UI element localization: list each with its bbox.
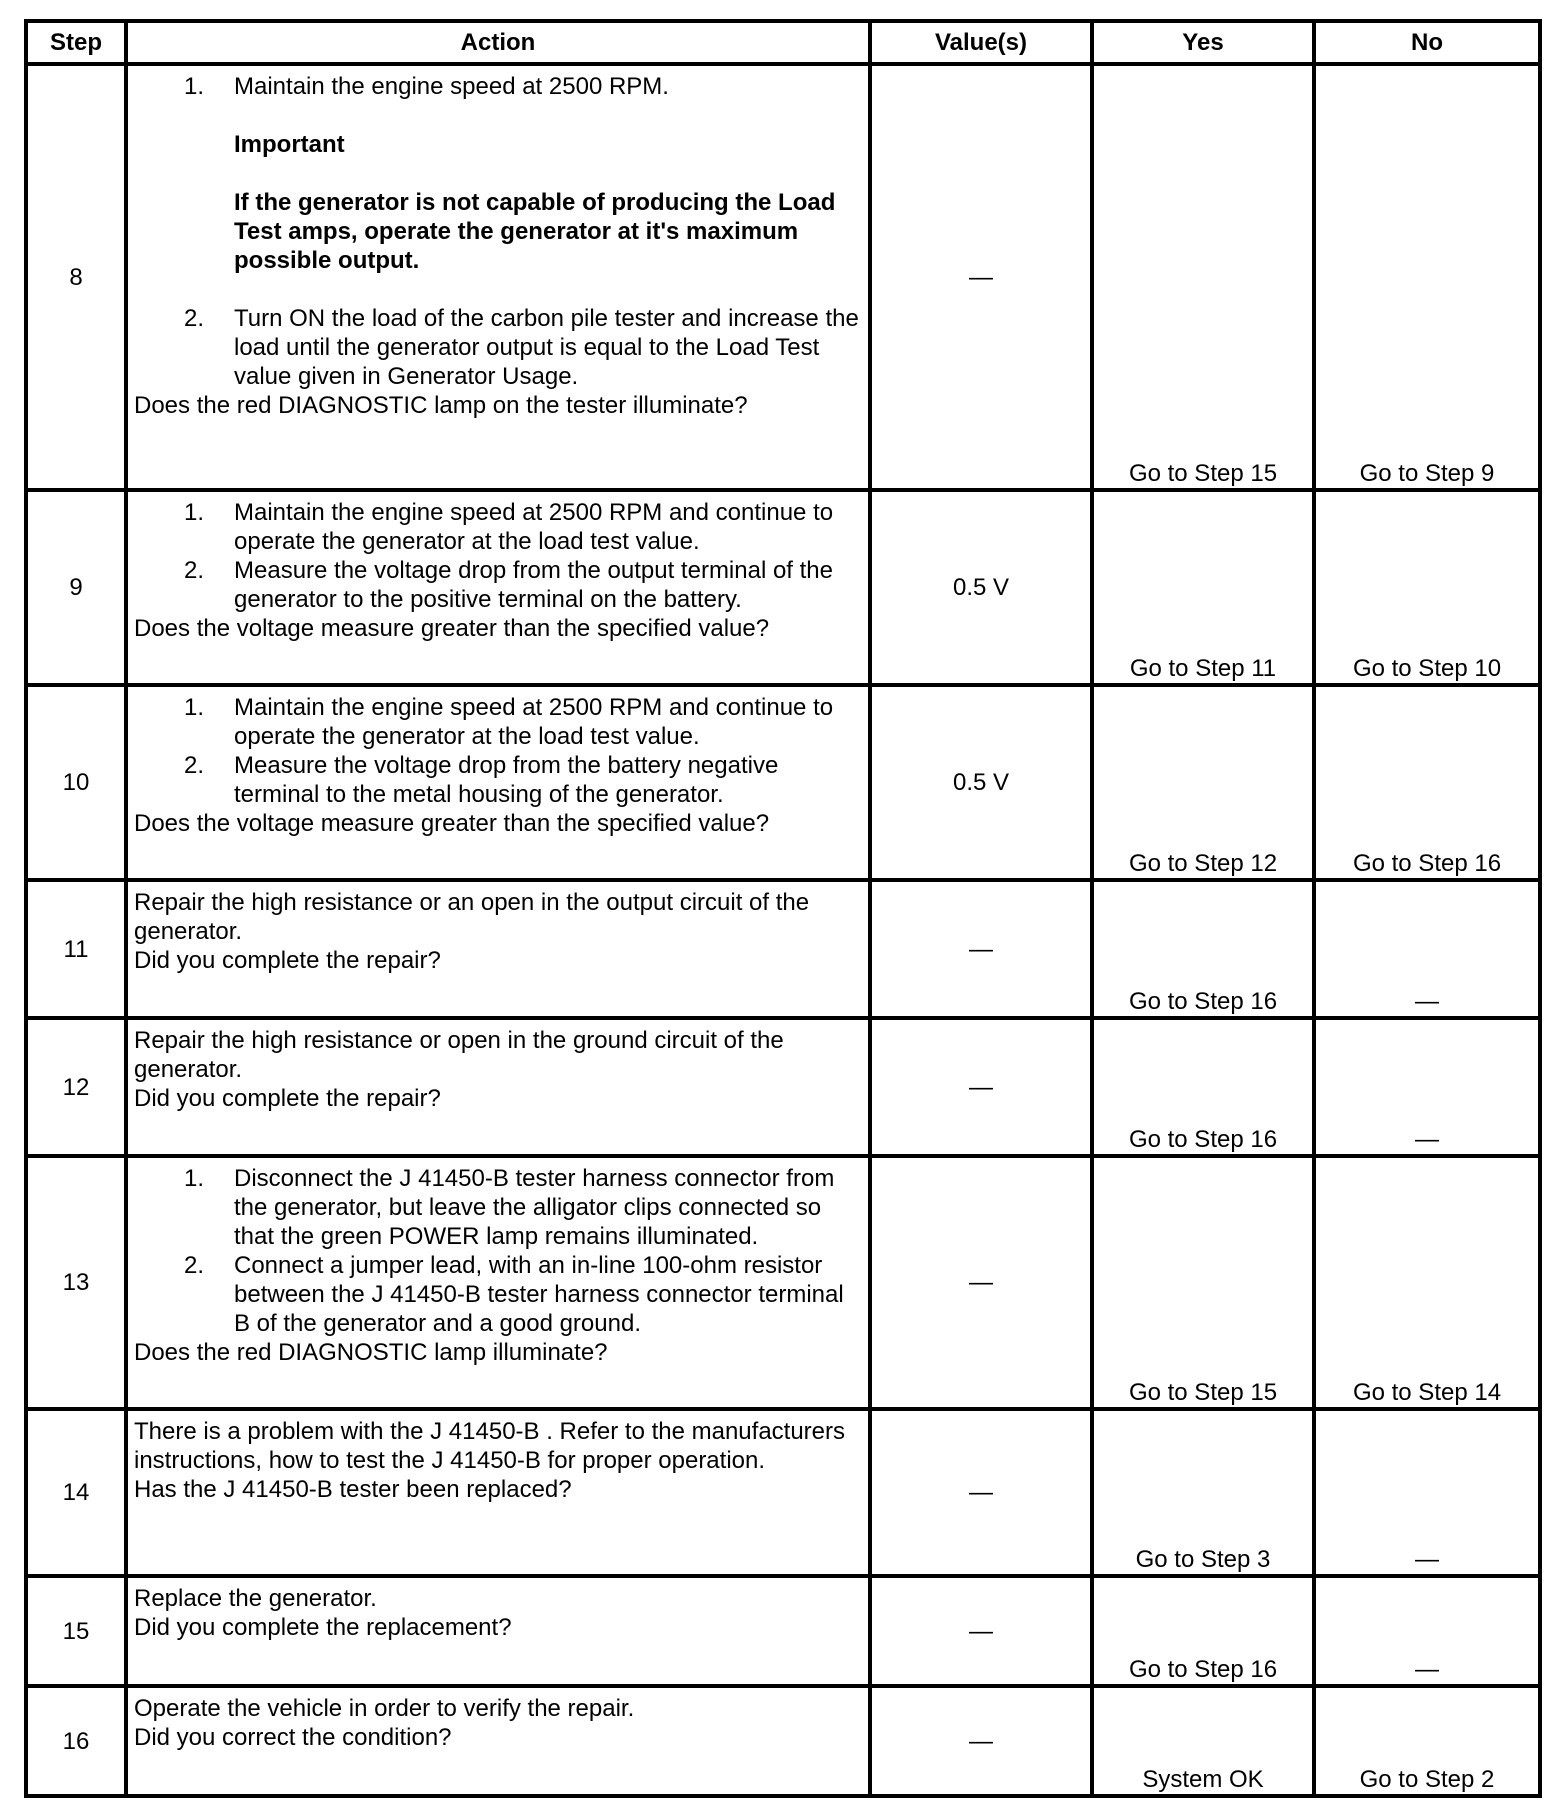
yes-cell: Go to Step 15 bbox=[1092, 64, 1314, 490]
no-cell: — bbox=[1314, 1409, 1540, 1576]
table-row bbox=[26, 1156, 1540, 1409]
header-row bbox=[26, 21, 1540, 64]
step-number: 15 bbox=[26, 1576, 126, 1686]
yes-cell: System OK bbox=[1092, 1686, 1314, 1796]
yes-cell: Go to Step 3 bbox=[1092, 1409, 1314, 1576]
no-cell: Go to Step 9 bbox=[1314, 64, 1540, 490]
important-note bbox=[134, 101, 862, 304]
value-cell: 0.5 V bbox=[870, 685, 1092, 880]
action-cell bbox=[126, 1576, 870, 1686]
no-cell: Go to Step 16 bbox=[1314, 685, 1540, 880]
table-row bbox=[26, 64, 1540, 490]
table-row bbox=[26, 685, 1540, 880]
header-yes: Yes bbox=[1092, 21, 1314, 64]
diagnostic-table bbox=[24, 19, 1542, 1798]
list-item: 2. Measure the voltage drop from the output terminal of the generator to the positive terminal on the battery. bbox=[183, 557, 834, 613]
table-row bbox=[26, 1576, 1540, 1686]
step-number: 12 bbox=[26, 1018, 126, 1156]
important-text: If the generator is not capable of producing the Load Test amps, operate the generator at it's maximum possible output. bbox=[234, 189, 836, 274]
list-item: 1. Maintain the engine speed at 2500 RPM. bbox=[183, 73, 669, 100]
action-text: Repair the high resistance or open in the ground circuit of the generator. bbox=[134, 1027, 784, 1083]
step-number: 13 bbox=[26, 1156, 126, 1409]
question-text: Has the J 41450-B tester been replaced? bbox=[134, 1476, 572, 1503]
yes-cell: Go to Step 11 bbox=[1092, 490, 1314, 685]
table-row bbox=[26, 880, 1540, 1018]
action-text: Replace the generator. bbox=[134, 1585, 377, 1612]
action-cell bbox=[126, 880, 870, 1018]
question-text: Does the voltage measure greater than the specified value? bbox=[134, 810, 770, 837]
list-item: 1. Maintain the engine speed at 2500 RPM and continue to operate the generator at the load test value. bbox=[183, 694, 834, 750]
value-cell: 0.5 V bbox=[870, 490, 1092, 685]
yes-cell: Go to Step 16 bbox=[1092, 1576, 1314, 1686]
question-text: Did you correct the condition? bbox=[134, 1724, 452, 1751]
action-cell bbox=[126, 685, 870, 880]
action-text: Operate the vehicle in order to verify the repair. bbox=[134, 1695, 635, 1722]
value-cell: — bbox=[870, 1018, 1092, 1156]
no-cell: — bbox=[1314, 1018, 1540, 1156]
value-cell: — bbox=[870, 1686, 1092, 1796]
action-cell bbox=[126, 1409, 870, 1576]
action-text: There is a problem with the J 41450-B . Refer to the manufacturers instructions, how to test the J 41450-B for proper operation. bbox=[134, 1418, 846, 1474]
action-cell bbox=[126, 1018, 870, 1156]
question-text: Did you complete the repair? bbox=[134, 947, 441, 974]
no-cell: Go to Step 10 bbox=[1314, 490, 1540, 685]
header-values: Value(s) bbox=[870, 21, 1092, 64]
yes-cell: Go to Step 12 bbox=[1092, 685, 1314, 880]
action-cell bbox=[126, 64, 870, 490]
value-cell: — bbox=[870, 1409, 1092, 1576]
question-text: Did you complete the repair? bbox=[134, 1085, 441, 1112]
question-text: Does the red DIAGNOSTIC lamp on the tester illuminate? bbox=[134, 392, 748, 419]
header-action: Action bbox=[126, 21, 870, 64]
list-item: 2. Connect a jumper lead, with an in-line 100-ohm resistor between the J 41450-B tester harness connector terminal B of the generator and a good ground. bbox=[183, 1252, 844, 1337]
yes-cell: Go to Step 16 bbox=[1092, 880, 1314, 1018]
step-number: 14 bbox=[26, 1409, 126, 1576]
question-text: Does the voltage measure greater than the specified value? bbox=[134, 615, 770, 642]
header-step: Step bbox=[26, 21, 126, 64]
action-text: Repair the high resistance or an open in the output circuit of the generator. bbox=[134, 889, 810, 945]
no-cell: — bbox=[1314, 880, 1540, 1018]
question-text: Does the red DIAGNOSTIC lamp illuminate? bbox=[134, 1339, 608, 1366]
no-cell: — bbox=[1314, 1576, 1540, 1686]
list-item: 2. Measure the voltage drop from the battery negative terminal to the metal housing of the generator. bbox=[183, 752, 779, 808]
list-item: 1. Maintain the engine speed at 2500 RPM and continue to operate the generator at the load test value. bbox=[183, 499, 834, 555]
yes-cell: Go to Step 15 bbox=[1092, 1156, 1314, 1409]
step-number: 8 bbox=[26, 64, 126, 490]
step-number: 11 bbox=[26, 880, 126, 1018]
table-row bbox=[26, 1686, 1540, 1796]
yes-cell: Go to Step 16 bbox=[1092, 1018, 1314, 1156]
important-title: Important bbox=[234, 131, 345, 158]
action-cell bbox=[126, 490, 870, 685]
question-text: Did you complete the replacement? bbox=[134, 1614, 512, 1641]
table-row bbox=[26, 1409, 1540, 1576]
no-cell: Go to Step 2 bbox=[1314, 1686, 1540, 1796]
list-item: 2. Turn ON the load of the carbon pile tester and increase the load until the generator output is equal to the Load Test value given in Generator Usage. bbox=[183, 305, 859, 390]
action-cell bbox=[126, 1686, 870, 1796]
header-no: No bbox=[1314, 21, 1540, 64]
value-cell: — bbox=[870, 880, 1092, 1018]
step-number: 16 bbox=[26, 1686, 126, 1796]
table-row bbox=[26, 1018, 1540, 1156]
step-number: 10 bbox=[26, 685, 126, 880]
table-row bbox=[26, 490, 1540, 685]
value-cell: — bbox=[870, 1156, 1092, 1409]
value-cell: — bbox=[870, 64, 1092, 490]
list-item: 1. Disconnect the J 41450-B tester harness connector from the generator, but leave the alligator clips connected so that the green POWER lamp remains illuminated. bbox=[183, 1165, 835, 1250]
step-number: 9 bbox=[26, 490, 126, 685]
action-cell bbox=[126, 1156, 870, 1409]
value-cell: — bbox=[870, 1576, 1092, 1686]
no-cell: Go to Step 14 bbox=[1314, 1156, 1540, 1409]
